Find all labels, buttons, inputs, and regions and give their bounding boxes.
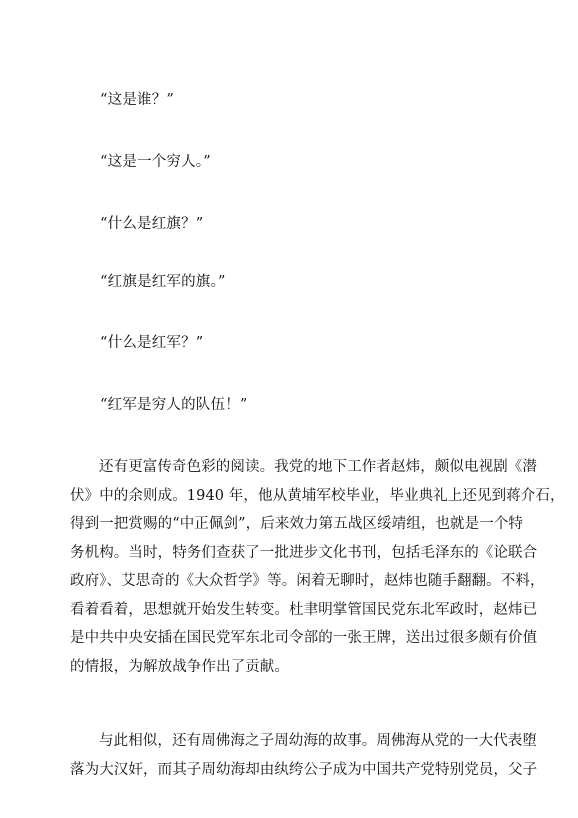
dialogue-line: “这是谁？”: [100, 92, 175, 108]
paragraph-line: 政府》、艾思奇的《大众哲学》等。闲着无聊时，赵炜也随手翻翻。不料，: [70, 573, 545, 589]
paragraph-line: 看着看着，思想就开始发生转变。杜聿明掌管国民党东北军政时，赵炜已: [70, 601, 538, 618]
paragraph-line: 伏》中的余则成。1940 年，他从黄埔军校毕业，毕业典礼上还见到蒋介石，: [70, 487, 565, 504]
body-paragraph: [70, 731, 538, 788]
dialogue-line: “红军是穷人的队伍！”: [100, 397, 248, 413]
body-paragraph: [70, 457, 565, 685]
paragraph-line: 的情报，为解放战争作出了贡献。: [70, 658, 289, 675]
paragraph-line: 得到一把赏赐的“中正佩剑”，后来效力第五战区绥靖组，也就是一个特: [70, 516, 524, 532]
paragraph-line: 是中共中央安插在国民党军东北司令部的一张王牌，送出过很多颇有价值: [70, 630, 538, 646]
dialogue-line: “这是一个穷人。”: [100, 154, 211, 170]
paragraph-line: 落为大汉奸，而其子周幼海却由纨绔公子成为中国共产党特别党员，父子: [70, 761, 538, 778]
paragraph-line: 务机构。当时，特务们查获了一批进步文化书刊，包括毛泽东的《论联合: [70, 544, 538, 561]
paragraph-line: 与此相似，还有周佛海之子周幼海的故事。周佛海从党的一大代表堕: [99, 733, 537, 749]
paragraph-line: 还有更富传奇色彩的阅读。我党的地下工作者赵炜，颇似电视剧《潜: [99, 459, 537, 475]
dialogue-line: “红旗是红军的旗。”: [100, 274, 226, 290]
dialogue-line: “什么是红旗？”: [100, 216, 204, 232]
dialogue-line: “什么是红军？”: [100, 335, 204, 351]
